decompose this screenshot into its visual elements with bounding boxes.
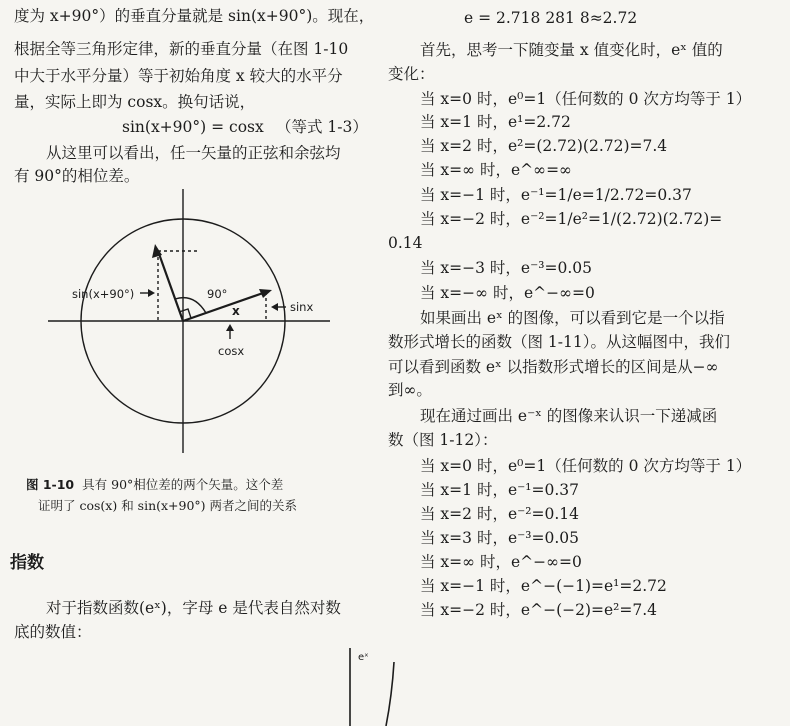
list-item: 当 x=1 时，e⁻¹=0.37 xyxy=(420,481,580,499)
paragraph-line: 量，实际上即为 cosx。换句话说， xyxy=(14,93,256,111)
cosx-pointer-head xyxy=(226,324,234,331)
sinx-pointer-head xyxy=(271,303,278,311)
figure-caption-line-1 xyxy=(26,476,283,494)
paragraph-line: 可以看到函数 eˣ 以指数形式增长的区间是从−∞ xyxy=(388,358,719,376)
label-sin-x-plus-90: sin(x+90°) xyxy=(72,287,135,301)
graph-label-ex: eˣ xyxy=(358,652,369,663)
paragraph-line: 首先，思考一下随变量 x 值变化时，eˣ 值的 xyxy=(420,41,723,59)
section-heading: 指数 xyxy=(10,553,44,573)
figure-1-10 xyxy=(44,185,344,465)
list-item: 当 x=∞ 时，e^∞=∞ xyxy=(420,161,572,179)
list-item: 当 x=−3 时，e⁻³=0.05 xyxy=(420,259,592,277)
paragraph-line: 到∞。 xyxy=(388,381,432,399)
list-item: 当 x=−∞ 时，e^−∞=0 xyxy=(420,284,595,302)
paragraph-line: 底的数值： xyxy=(14,623,92,641)
figure-caption-line-2: 证明了 cos(x) 和 sin(x+90°) 两者之间的关系 xyxy=(38,498,298,513)
list-item: 当 x=−2 时，e^−(−2)=e²=7.4 xyxy=(420,601,658,619)
figure-1-11-partial xyxy=(314,640,404,726)
list-item: 当 x=0 时，e⁰=1（任何数的 0 次方均等于 1） xyxy=(420,457,752,475)
paragraph-line: 变化： xyxy=(388,65,435,83)
list-item: 当 x=−2 时，e⁻²=1/e²=1/(2.72)(2.72)= xyxy=(420,210,723,228)
paragraph-line: 对于指数函数(eˣ)，字母 e 是代表自然对数 xyxy=(46,599,341,617)
vector-x-plus-90 xyxy=(158,251,183,321)
equation-tag: （等式 1-3） xyxy=(276,118,368,136)
equation-1-3: sin(x+90°) = cosx xyxy=(122,118,264,136)
paragraph-line: 根据全等三角形定律，新的垂直分量（在图 1-10 xyxy=(14,40,349,58)
list-item: 当 x=−1 时，e⁻¹=1/e=1/2.72=0.37 xyxy=(420,186,692,204)
list-item-continuation: 0.14 xyxy=(388,234,423,252)
list-item: 当 x=0 时，e⁰=1（任何数的 0 次方均等于 1） xyxy=(420,90,752,108)
paragraph-line: 有 90°的相位差。 xyxy=(14,167,140,185)
paragraph-line: 数形式增长的函数（图 1-11）。从这幅图中，我们 xyxy=(388,333,731,351)
paragraph-line: 数（图 1-12）： xyxy=(388,431,498,449)
figure-number: 图 1-10 xyxy=(26,477,75,492)
paragraph-line: 现在通过画出 e⁻ˣ 的图像来认识一下递减函 xyxy=(420,407,718,425)
paragraph-line: 从这里可以看出，任一矢量的正弦和余弦均 xyxy=(46,144,341,162)
sin90-pointer-head xyxy=(148,289,155,297)
list-item: 当 x=2 时，e⁻²=0.14 xyxy=(420,505,580,523)
list-item: 当 x=∞ 时，e^−∞=0 xyxy=(420,553,582,571)
list-item: 当 x=−1 时，e^−(−1)=e¹=2.72 xyxy=(420,577,667,595)
paragraph-line: 中大于水平分量）等于初始角度 x 较大的水平分 xyxy=(14,67,343,85)
paragraph-line: 如果画出 eˣ 的图像，可以看到它是一个以指 xyxy=(420,309,725,327)
label-cosx: cosx xyxy=(218,344,245,358)
list-item: 当 x=1 时，e¹=2.72 xyxy=(420,113,571,131)
label-90-degrees: 90° xyxy=(207,287,228,301)
paragraph-line: 度为 x+90°）的垂直分量就是 sin(x+90°)。现在， xyxy=(14,7,375,25)
exp-curve xyxy=(386,662,394,726)
list-item: 当 x=3 时，e⁻³=0.05 xyxy=(420,529,580,547)
list-item: 当 x=2 时，e²=(2.72)(2.72)=7.4 xyxy=(420,137,668,155)
e-value: e = 2.718 281 8≈2.72 xyxy=(464,9,638,27)
caption-text: 具有 90°相位差的两个矢量。这个差 xyxy=(82,477,284,492)
label-x: x xyxy=(232,304,240,318)
label-sinx: sinx xyxy=(290,300,314,314)
